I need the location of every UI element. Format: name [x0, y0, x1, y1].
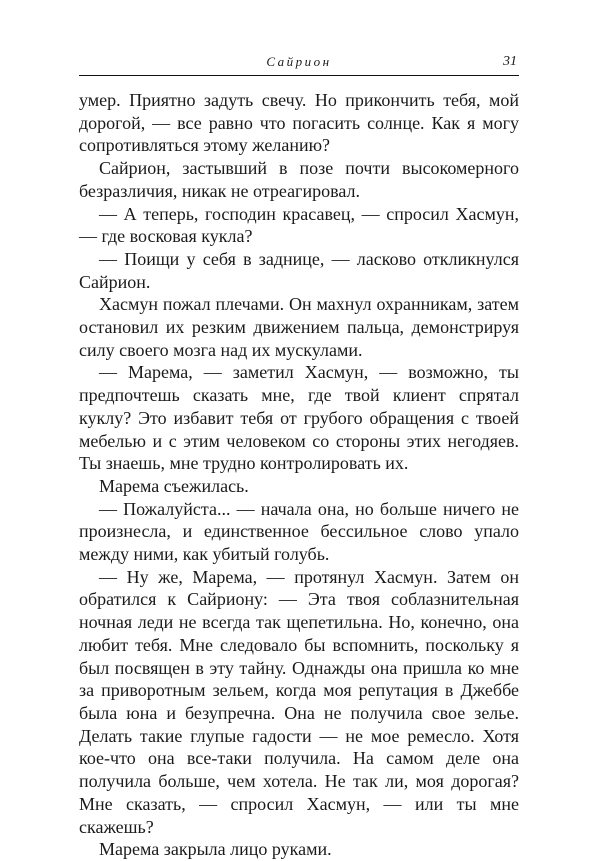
page-header	[79, 54, 519, 74]
paragraph: Марема закрыла лицо руками.	[99, 839, 332, 860]
paragraph: — Пожалуйста... — начала она, но больше ничего не произнесла, и единственное бессильное слово упало между ними, как убитый голубь.	[79, 498, 519, 565]
paragraph: Сайрион, застывший в позе почти высокомерного безразличия, никак не отреагировал.	[79, 158, 519, 201]
body-text	[79, 89, 519, 861]
paragraph: — Ну же, Марема, — протянул Хасмун. Затем он обратился к Сайриону: — Эта твоя соблазнительная ночная леди не всегда так щепетильна. Но, конечно, она любит тебя. Мне следовало бы вспомнить, поскольку я был посвящен в эту тайну. Однажды она пришла ко мне за приворотным зельем, когда моя репутация в Джеббе была юна и безупречна. Она не получила свое зелье. Делать такие глупые гадости — не мое ремесло. Хотя кое-что она все-таки получила. На самом деле она получила больше, чем хотела. Не так ли, моя дорогая? Мне сказать, — спросил Хасмун, — или ты мне скажешь?	[79, 566, 519, 837]
paragraph: Хасмун пожал плечами. Он махнул охранникам, затем остановил их резким движением пальца, демонстрируя силу своего мозга над их мускулами.	[79, 294, 519, 360]
running-title: Сайрион	[266, 54, 332, 69]
header-rule	[79, 75, 519, 76]
paragraph: — Марема, — заметил Хасмун, — возможно, ты предпочтешь сказать мне, где твой клиент спрятал куклу? Это избавит тебя от грубого обращения с твоей мебелью и с этим человеком со стороны этих негодяев. Ты знаешь, мне трудно контролировать их.	[79, 362, 519, 474]
paragraph: умер. Приятно задуть свечу. Но прикончить тебя, мой дорогой, — все равно что погасить солнце. Как я могу сопротивляться этому желанию?	[79, 90, 519, 156]
paragraph: — Поищи у себя в заднице, — ласково откликнулся Сайрион.	[79, 248, 519, 292]
paragraph: Марема съежилась.	[99, 475, 249, 496]
page-number: 31	[503, 54, 517, 69]
paragraph: — А теперь, господин красавец, — спросил Хасмун, — где восковая кукла?	[79, 203, 519, 247]
